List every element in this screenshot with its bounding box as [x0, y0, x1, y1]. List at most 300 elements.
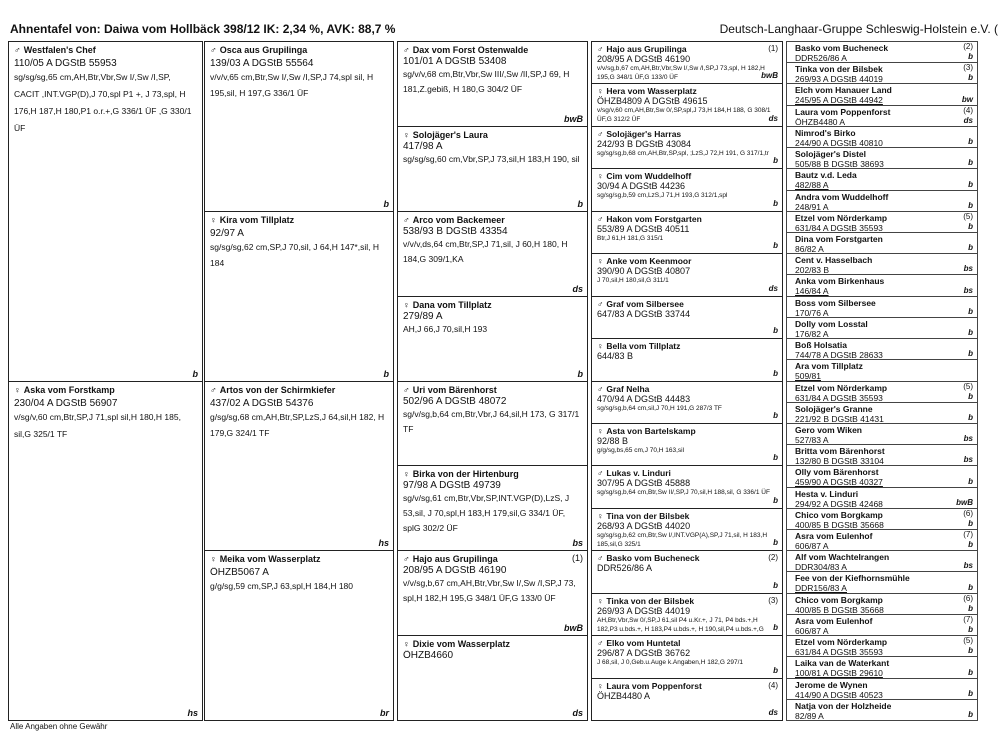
coat-color-code: b — [968, 603, 973, 613]
gen2-dog-box — [204, 41, 394, 212]
registry-number: 482/88 A — [795, 180, 829, 191]
registry-number: 86/82 A — [795, 243, 824, 254]
dog-name-text: Arco vom Backemeer — [412, 214, 505, 225]
dog-name — [795, 425, 973, 435]
dog-name — [597, 681, 777, 691]
dog-name — [597, 511, 777, 521]
coat-color-code: b — [192, 368, 198, 379]
dog-name — [597, 553, 777, 563]
coat-color-code: hs — [378, 538, 389, 549]
registry-number: 631/84 A DGStB 35593 — [795, 222, 883, 233]
gen4-dog-box — [591, 126, 783, 169]
performance-results: sg/sg/sg,b,62 cm,Btr,Sw I/,INT.VGP(A),SP,J 71,sil, H 183,H 185,sil,G 325/1 — [597, 531, 768, 548]
coat-color-code: b — [968, 646, 973, 656]
gen5-dog-box — [786, 359, 978, 381]
ancestor-index: (5) — [963, 381, 973, 391]
gen5-dog-box — [786, 465, 978, 487]
dog-name — [795, 616, 973, 626]
gen5-dog-box — [786, 423, 978, 445]
dog-name-text: Bautz v.d. Leda — [795, 170, 857, 181]
coat-color-code: b — [773, 495, 778, 505]
dog-name — [403, 554, 582, 564]
dog-name — [795, 340, 973, 350]
registry-number: 101/01 A DGStB 53408 — [403, 56, 507, 67]
dog-name-text: Basko vom Bucheneck — [795, 43, 889, 53]
registry-number: 242/93 B DGStB 43084 — [597, 138, 692, 149]
ancestor-index: (1) — [768, 44, 778, 53]
registry-number: 244/90 A DGStB 40810 — [795, 137, 883, 148]
ancestor-index: (6) — [963, 508, 973, 518]
gen5-dog-box — [786, 593, 978, 615]
dog-name — [795, 149, 973, 159]
dog-name — [597, 44, 777, 54]
dog-name-text: Etzel vom Nörderkamp — [795, 382, 888, 393]
ancestor-index: (1) — [572, 553, 583, 564]
registry-number: 414/90 A DGStB 40523 — [795, 689, 883, 700]
gen4-dog-box — [591, 168, 783, 211]
dog-name-text: Westfalen's Chef — [23, 45, 96, 55]
coat-color-code: b — [968, 52, 973, 62]
dog-name — [795, 595, 973, 605]
gen1-dog-box — [8, 41, 203, 382]
dog-name-text: Etzel vom Nörderkamp — [795, 637, 888, 648]
dog-name — [597, 129, 777, 139]
gen4-dog-box — [591, 338, 783, 381]
coat-color-code: b — [968, 200, 973, 210]
female-icon: ♀ — [210, 214, 217, 225]
dog-name-text: Chico vom Borgkamp — [795, 594, 883, 605]
registry-number: 110/05 A DGStB 55953 — [14, 58, 117, 69]
gen5-dog-box — [786, 635, 978, 657]
gen4-dog-box — [591, 678, 783, 721]
coat-color-code: b — [773, 623, 778, 633]
dog-name-text: Solojäger's Harras — [606, 128, 682, 139]
ancestor-index: (7) — [963, 614, 973, 624]
male-icon: ♂ — [597, 128, 604, 139]
dog-name-text: Artos von der Schirmkiefer — [219, 384, 336, 395]
performance-results: sg/v/v,68 cm,Btr,Vbr,Sw III/,Sw /II,SP,J 69, H 181,Z.gebiß, H 180,G 304/2 ÜF — [403, 69, 570, 94]
dog-name — [795, 383, 973, 393]
dog-name-text: Laura vom Poppenforst — [606, 680, 702, 691]
dog-name — [795, 467, 973, 477]
coat-color-code: b — [968, 158, 973, 168]
coat-color-code: b — [968, 243, 973, 253]
ancestor-index: (4) — [963, 105, 973, 115]
coat-color-code: bs — [963, 455, 973, 465]
coat-color-code: b — [773, 410, 778, 420]
dog-name — [597, 596, 777, 606]
dog-name — [597, 638, 777, 648]
coat-color-code: b — [773, 241, 778, 251]
dog-name-text: Solojäger's Distel — [795, 149, 866, 160]
gen4-dog-box — [591, 508, 783, 551]
dog-name — [795, 213, 973, 223]
coat-color-code: b — [968, 306, 973, 316]
gen5-dog-box — [786, 147, 978, 169]
dog-name-text: Graf vom Silbersee — [606, 298, 684, 309]
registry-number: 631/84 A DGStB 35593 — [795, 392, 883, 403]
registry-number: 606/87 A — [795, 625, 829, 636]
dog-name — [403, 469, 582, 479]
gen5-dog-box — [786, 296, 978, 318]
dog-name-text: Jerome de Wynen — [795, 679, 868, 690]
dog-name-text: Birka von der Hirtenburg — [412, 469, 519, 480]
gen4-dog-box — [591, 83, 783, 126]
dog-name — [403, 45, 582, 55]
ancestor-index: (5) — [963, 211, 973, 221]
dog-name — [795, 234, 973, 244]
dog-name — [210, 215, 388, 225]
gen5-dog-box — [786, 402, 978, 424]
dog-name-text: Elch vom Hanauer Land — [795, 85, 892, 96]
male-icon: ♂ — [597, 383, 604, 394]
ancestor-index: (6) — [963, 593, 973, 603]
performance-results: v/v/sg,b,67 cm,AH,Btr,Vbr,Sw I/,Sw /I,SP,J 73,spl, H 182,H 195,G 348/1 ÜF,G 133/0 ÜF — [597, 65, 765, 81]
female-icon: ♀ — [597, 595, 604, 606]
gen5-dog-box — [786, 338, 978, 360]
pedigree-title: Ahnentafel von: Daiwa vom Hollbäck 398/12 IK: 2,34 %, AVK: 88,7 % — [10, 22, 396, 36]
coat-color-code: b — [773, 156, 778, 166]
gen4-dog-box — [591, 253, 783, 296]
coat-color-code: b — [773, 538, 778, 548]
disclaimer: Alle Angaben ohne Gewähr — [10, 722, 108, 731]
gen5-dog-box — [786, 317, 978, 339]
registry-number: 296/87 A DGStB 36762 — [597, 648, 691, 659]
female-icon: ♀ — [597, 171, 604, 182]
dog-name-text: Anka vom Birkenhaus — [795, 276, 885, 287]
gen5-dog-box — [786, 614, 978, 636]
coat-color-code: b — [968, 476, 973, 486]
female-icon: ♀ — [14, 384, 21, 395]
registry-number: 294/92 A DGStB 42468 — [795, 498, 883, 509]
dog-name — [597, 299, 777, 309]
dog-name — [795, 64, 973, 74]
dog-name-text: Solojäger's Granne — [795, 403, 873, 414]
gen3-dog-box — [397, 41, 588, 127]
dog-name-text: Cent v. Hasselbach — [795, 255, 873, 266]
gen2-dog-box — [204, 550, 394, 721]
dog-name-text: Lukas v. Linduri — [606, 468, 671, 479]
coat-color-code: bs — [963, 434, 973, 444]
dog-name-text: Boss vom Silbersee — [795, 297, 876, 308]
male-icon: ♂ — [403, 214, 410, 225]
registry-number: DDR156/83 A — [795, 583, 847, 594]
registry-number: 527/83 A — [795, 434, 829, 445]
male-icon: ♂ — [597, 468, 604, 479]
dog-name — [597, 341, 777, 351]
coat-color-code: ds — [963, 115, 973, 125]
gen5-dog-box — [786, 62, 978, 84]
registry-number: 644/83 B — [597, 351, 634, 362]
gen5-dog-box — [786, 232, 978, 254]
dog-name-text: Laika van de Waterkant — [795, 658, 890, 669]
performance-results: Btr,J 61,H 181,G 315/1 — [597, 234, 664, 242]
gen5-dog-box — [786, 678, 978, 700]
registry-number: 208/95 A DGStB 46190 — [597, 54, 691, 64]
registry-number: 268/93 A DGStB 44020 — [597, 520, 691, 531]
coat-color-code: bs — [963, 264, 973, 274]
performance-results: sg/v/sg,b,64 cm,Btr,Vbr,J 64,sil,H 173, G 317/1 TF — [403, 408, 580, 434]
performance-results: v/sg/v,60 cm,AH,Btr,Sw 0/,SP,spl,J 73,H 184,H 188, G 308/1 ÜF,G 312/2 ÜF — [597, 107, 771, 124]
registry-number: 400/85 B DGStB 35668 — [795, 604, 884, 615]
dog-name-text: Boß Holsatia — [795, 340, 847, 351]
female-icon: ♀ — [403, 469, 410, 480]
gen3-dog-box — [397, 550, 588, 636]
dog-name — [795, 361, 973, 371]
coat-color-code: b — [773, 580, 778, 590]
performance-results: AH,Btr,Vbr,Sw 0/,SP,J 61,sil P4 u.Kr.+, J 71, P4 bds.+,H 182,P3 u.bds.+, H 183,P4 u.bds.+, H 190,sil,P4 u.bds.+,G — [597, 616, 764, 633]
dog-name — [795, 680, 973, 690]
registry-number: DDR526/86 A — [597, 563, 653, 574]
dog-name — [795, 552, 973, 562]
registry-number: 139/03 A DGStB 55564 — [210, 58, 314, 69]
performance-results: sg/sg/sg,b,59 cm,LzS,J 71,H 193,G 312/1,spl — [597, 192, 728, 200]
dog-name — [795, 192, 973, 202]
dog-name — [795, 446, 973, 456]
registry-number: 505/88 B DGStB 38693 — [795, 159, 884, 170]
registry-number: 97/98 A DGStB 49739 — [403, 480, 501, 492]
female-icon: ♀ — [597, 256, 604, 267]
dog-name-text: Nimrod's Birko — [795, 127, 856, 138]
dog-name — [795, 531, 973, 541]
dog-name — [403, 300, 582, 310]
dog-name-text: Britta vom Bärenhorst — [795, 446, 885, 457]
gen5-dog-box — [786, 83, 978, 105]
dog-name-text: Etzel vom Nörderkamp — [795, 212, 888, 223]
registry-number: 631/84 A DGStB 35593 — [795, 647, 883, 658]
dog-name — [795, 510, 973, 520]
dog-name-text: Tina von der Bilsbek — [606, 510, 690, 521]
gen4-dog-box — [591, 593, 783, 636]
dog-name-text: Natja von der Holzheide — [795, 700, 892, 711]
performance-results: J 68,sil, J 0,Geb.u.Auge k.Angaben,H 182,G 297/1 — [597, 659, 743, 667]
registry-number: 553/89 A DGStB 40511 — [597, 223, 690, 234]
male-icon: ♂ — [210, 45, 217, 55]
coat-color-code: b — [968, 391, 973, 401]
performance-results: sg/sg/sg,60 cm,Vbr,SP,J 73,sil,H 183,H 190, sil — [403, 153, 580, 164]
registry-number: ÖHZB4480 A — [597, 690, 651, 701]
dog-name-text: Olly vom Bärenhorst — [795, 467, 879, 478]
coat-color-code: b — [968, 221, 973, 231]
dog-name-text: Asra vom Eulenhof — [795, 615, 873, 626]
dog-name-text: Dax vom Forst Ostenwalde — [412, 45, 529, 55]
registry-number: 208/95 A DGStB 46190 — [403, 565, 507, 577]
registry-number: DDR304/83 A — [795, 562, 847, 573]
performance-results: sg/sg/sg,b,64 cm,sil,J 70,H 191,G 287/3 TF — [597, 404, 722, 412]
club-name: Deutsch-Langhaar-Gruppe Schleswig-Holstein e.V. ( — [719, 22, 998, 36]
dog-name — [795, 276, 973, 286]
coat-color-code: b — [968, 73, 973, 83]
dog-name — [403, 639, 582, 649]
gen4-dog-box — [591, 41, 783, 84]
gen4-dog-box — [591, 381, 783, 424]
dog-name — [795, 298, 973, 308]
registry-number: 417/98 A — [403, 140, 443, 152]
dog-name — [14, 385, 197, 395]
coat-color-code: b — [968, 540, 973, 550]
female-icon: ♀ — [597, 680, 604, 691]
coat-color-code: b — [968, 179, 973, 189]
dog-name — [14, 45, 197, 55]
performance-results: sg/sg/sg,b,64 cm,Btr,Sw II/,SP,J 70,sil,H 188,sil, G 336/1 ÜF — [597, 489, 770, 497]
gen5-dog-box — [786, 656, 978, 678]
dog-name — [597, 468, 777, 478]
dog-name-text: Chico vom Borgkamp — [795, 509, 883, 520]
male-icon: ♂ — [597, 298, 604, 309]
performance-results: g/sg/sg,68 cm,AH,Btr,SP,LzS,J 64,sil,H 182, H 179,G 324/1 TF — [210, 411, 385, 438]
gen3-dog-box — [397, 296, 588, 382]
gen5-dog-box — [786, 168, 978, 190]
coat-color-code: hs — [187, 708, 198, 718]
dog-name — [597, 171, 777, 181]
dog-name-text: Dixie vom Wasserplatz — [412, 639, 510, 650]
dog-name — [795, 404, 973, 414]
dog-name-text: Ara vom Tillplatz — [795, 361, 863, 372]
coat-color-code: ds — [572, 708, 583, 718]
female-icon: ♀ — [597, 510, 604, 521]
registry-number: 307/95 A DGStB 45888 — [597, 478, 691, 489]
coat-color-code: b — [773, 453, 778, 463]
dog-name — [795, 43, 973, 53]
gen5-dog-box — [786, 571, 978, 593]
performance-results: J 70,sil,H 180,sil,G 311/1 — [597, 277, 669, 285]
gen3-dog-box — [397, 126, 588, 212]
dog-name — [597, 384, 777, 394]
dog-name-text: Elko vom Huntetal — [606, 638, 681, 649]
gen1-dog-box — [8, 381, 203, 722]
coat-color-code: bwB — [956, 497, 973, 507]
performance-results: v/v/v,65 cm,Btr,Sw I/,Sw /I,SP,J 74,spl sil, H 195,sil, H 197,G 336/1 ÜF — [210, 72, 374, 98]
coat-color-code: b — [968, 328, 973, 338]
coat-color-code: bs — [572, 538, 583, 549]
dog-name — [795, 128, 973, 138]
gen4-dog-box — [591, 550, 783, 593]
performance-results: sg/v/sg,61 cm,Btr,Vbr,SP,INT.VGP(D),LzS, J 53,sil, J 70,spl,H 183,H 179,sil,G 334/1 ÜF, splG 302/2 ÜF — [403, 493, 570, 534]
coat-color-code: ds — [768, 283, 778, 293]
dog-name-text: Bella vom Tillplatz — [606, 341, 681, 352]
gen4-dog-box — [591, 465, 783, 508]
coat-color-code: b — [968, 710, 973, 719]
dog-name-text: Andra vom Wuddelhoff — [795, 191, 889, 202]
dog-name-text: Hajo aus Grupilinga — [606, 44, 687, 54]
dog-name — [795, 107, 973, 117]
dog-name — [403, 385, 582, 395]
coat-color-code: b — [968, 582, 973, 592]
gen2-dog-box — [204, 381, 394, 552]
dog-name-text: Cim vom Wuddelhoff — [606, 171, 692, 182]
performance-results: sg/sg/sg,65 cm,AH,Btr,Vbr,Sw I/,Sw /I,SP, CACIT ,INT.VGP(D),J 70,spl P1 +, J 73,spl, H 176,H 187,H 180,P1 o.r.+,G 336/1 ÜF ,G 330/1 ÜF — [14, 72, 192, 133]
dog-name — [795, 573, 973, 583]
registry-number: ÖHZB4809 A DGStB 49615 — [597, 96, 708, 107]
registry-number: 248/91 A — [795, 201, 829, 212]
dog-name — [795, 85, 973, 95]
female-icon: ♀ — [597, 86, 604, 97]
dog-name — [795, 489, 973, 499]
dog-name-text: Hakon vom Forstgarten — [606, 213, 702, 224]
registry-number: 502/96 A DGStB 48072 — [403, 395, 507, 407]
registry-number: 92/97 A — [210, 227, 244, 239]
coat-color-code: ds — [768, 708, 778, 717]
registry-number: 470/94 A DGStB 44483 — [597, 393, 691, 404]
dog-name — [795, 170, 973, 180]
dog-name — [210, 554, 388, 564]
gen2-dog-box — [204, 211, 394, 382]
registry-number: 230/04 A DGStB 56907 — [14, 397, 118, 409]
performance-results: g/g/sg,59 cm,SP,J 63,spl,H 184,H 180 — [210, 581, 354, 592]
gen4-dog-box — [591, 423, 783, 466]
dog-name — [795, 319, 973, 329]
dog-name-text: Dina vom Forstgarten — [795, 233, 883, 244]
dog-name-text: Fee von der Kiefhornsmühle — [795, 573, 910, 584]
registry-number: 132/80 B DGStB 33104 — [795, 456, 884, 467]
dog-name-text: Uri vom Bärenhorst — [412, 384, 497, 395]
registry-number: 30/94 A DGStB 44236 — [597, 181, 686, 192]
ancestor-index: (4) — [768, 680, 778, 690]
registry-number: 92/88 B — [597, 435, 629, 446]
coat-color-code: b — [773, 326, 778, 336]
gen3-dog-box — [397, 211, 588, 297]
registry-number: 269/93 A DGStB 44019 — [795, 74, 883, 85]
gen5-dog-box — [786, 529, 978, 551]
dog-name-text: Asta von Bartelskamp — [606, 425, 696, 436]
gen5-dog-box — [786, 253, 978, 275]
gen5-dog-box — [786, 444, 978, 466]
registry-number: 400/85 B DGStB 35668 — [795, 519, 884, 530]
registry-number: 437/02 A DGStB 54376 — [210, 397, 314, 409]
registry-number: 146/84 A — [795, 286, 829, 297]
coat-color-code: ds — [768, 113, 778, 123]
gen5-dog-box — [786, 274, 978, 296]
registry-number: 202/83 B — [795, 265, 830, 276]
male-icon: ♂ — [403, 45, 410, 55]
registry-number: 390/90 A DGStB 40807 — [597, 266, 691, 277]
male-icon: ♂ — [403, 384, 410, 395]
ancestor-index: (5) — [963, 636, 973, 646]
performance-results: AH,J 66,J 70,sil,H 193 — [403, 323, 488, 334]
dog-name-text: Osca aus Grupilinga — [219, 45, 308, 55]
dog-name — [597, 256, 777, 266]
performance-results: sg/sg/sg,62 cm,SP,J 70,sil, J 64,H 147*,sil, H 184 — [210, 241, 379, 268]
coat-color-code: b — [968, 519, 973, 529]
coat-color-code: b — [773, 665, 778, 675]
coat-color-code: bwB — [761, 71, 778, 81]
coat-color-code: b — [577, 368, 583, 379]
registry-number: 647/83 A DGStB 33744 — [597, 308, 691, 319]
gen4-dog-box — [591, 296, 783, 339]
registry-number: DDR526/86 A — [795, 53, 847, 63]
dog-name-text: Hera vom Wasserplatz — [606, 86, 697, 97]
performance-results: sg/sg/sg,b,68 cm,AH,Btr,SP,spl, ;LzS,J 72,H 191, G 317/1,tr — [597, 149, 769, 157]
dog-name — [795, 637, 973, 647]
coat-color-code: b — [968, 349, 973, 359]
coat-color-code: b — [968, 688, 973, 698]
registry-number: 538/93 B DGStB 43354 — [403, 225, 508, 237]
gen4-dog-box — [591, 635, 783, 678]
performance-results: v/v/sg,b,67 cm,AH,Btr,Vbr,Sw I/,Sw /I,SP,J 73, spl,H 182,H 195,G 348/1 ÜF,G 133/0 ÜF — [403, 578, 576, 604]
dog-name-text: Tinka von der Bilsbek — [795, 64, 883, 75]
dog-name-text: Kira vom Tillplatz — [219, 214, 295, 225]
male-icon: ♂ — [597, 44, 604, 54]
dog-name — [210, 385, 388, 395]
performance-results: v/v/v,ds,64 cm,Btr,SP,J 71,sil, J 60,H 180, H 184,G 309/1,KA — [403, 238, 568, 264]
gen3-dog-box — [397, 381, 588, 467]
registry-number: ÖHZB5067 A — [210, 567, 269, 579]
dog-name — [795, 255, 973, 265]
dog-name — [597, 426, 777, 436]
ancestor-index: (2) — [963, 42, 973, 51]
male-icon: ♂ — [597, 638, 604, 649]
ancestor-index: (3) — [768, 595, 778, 605]
